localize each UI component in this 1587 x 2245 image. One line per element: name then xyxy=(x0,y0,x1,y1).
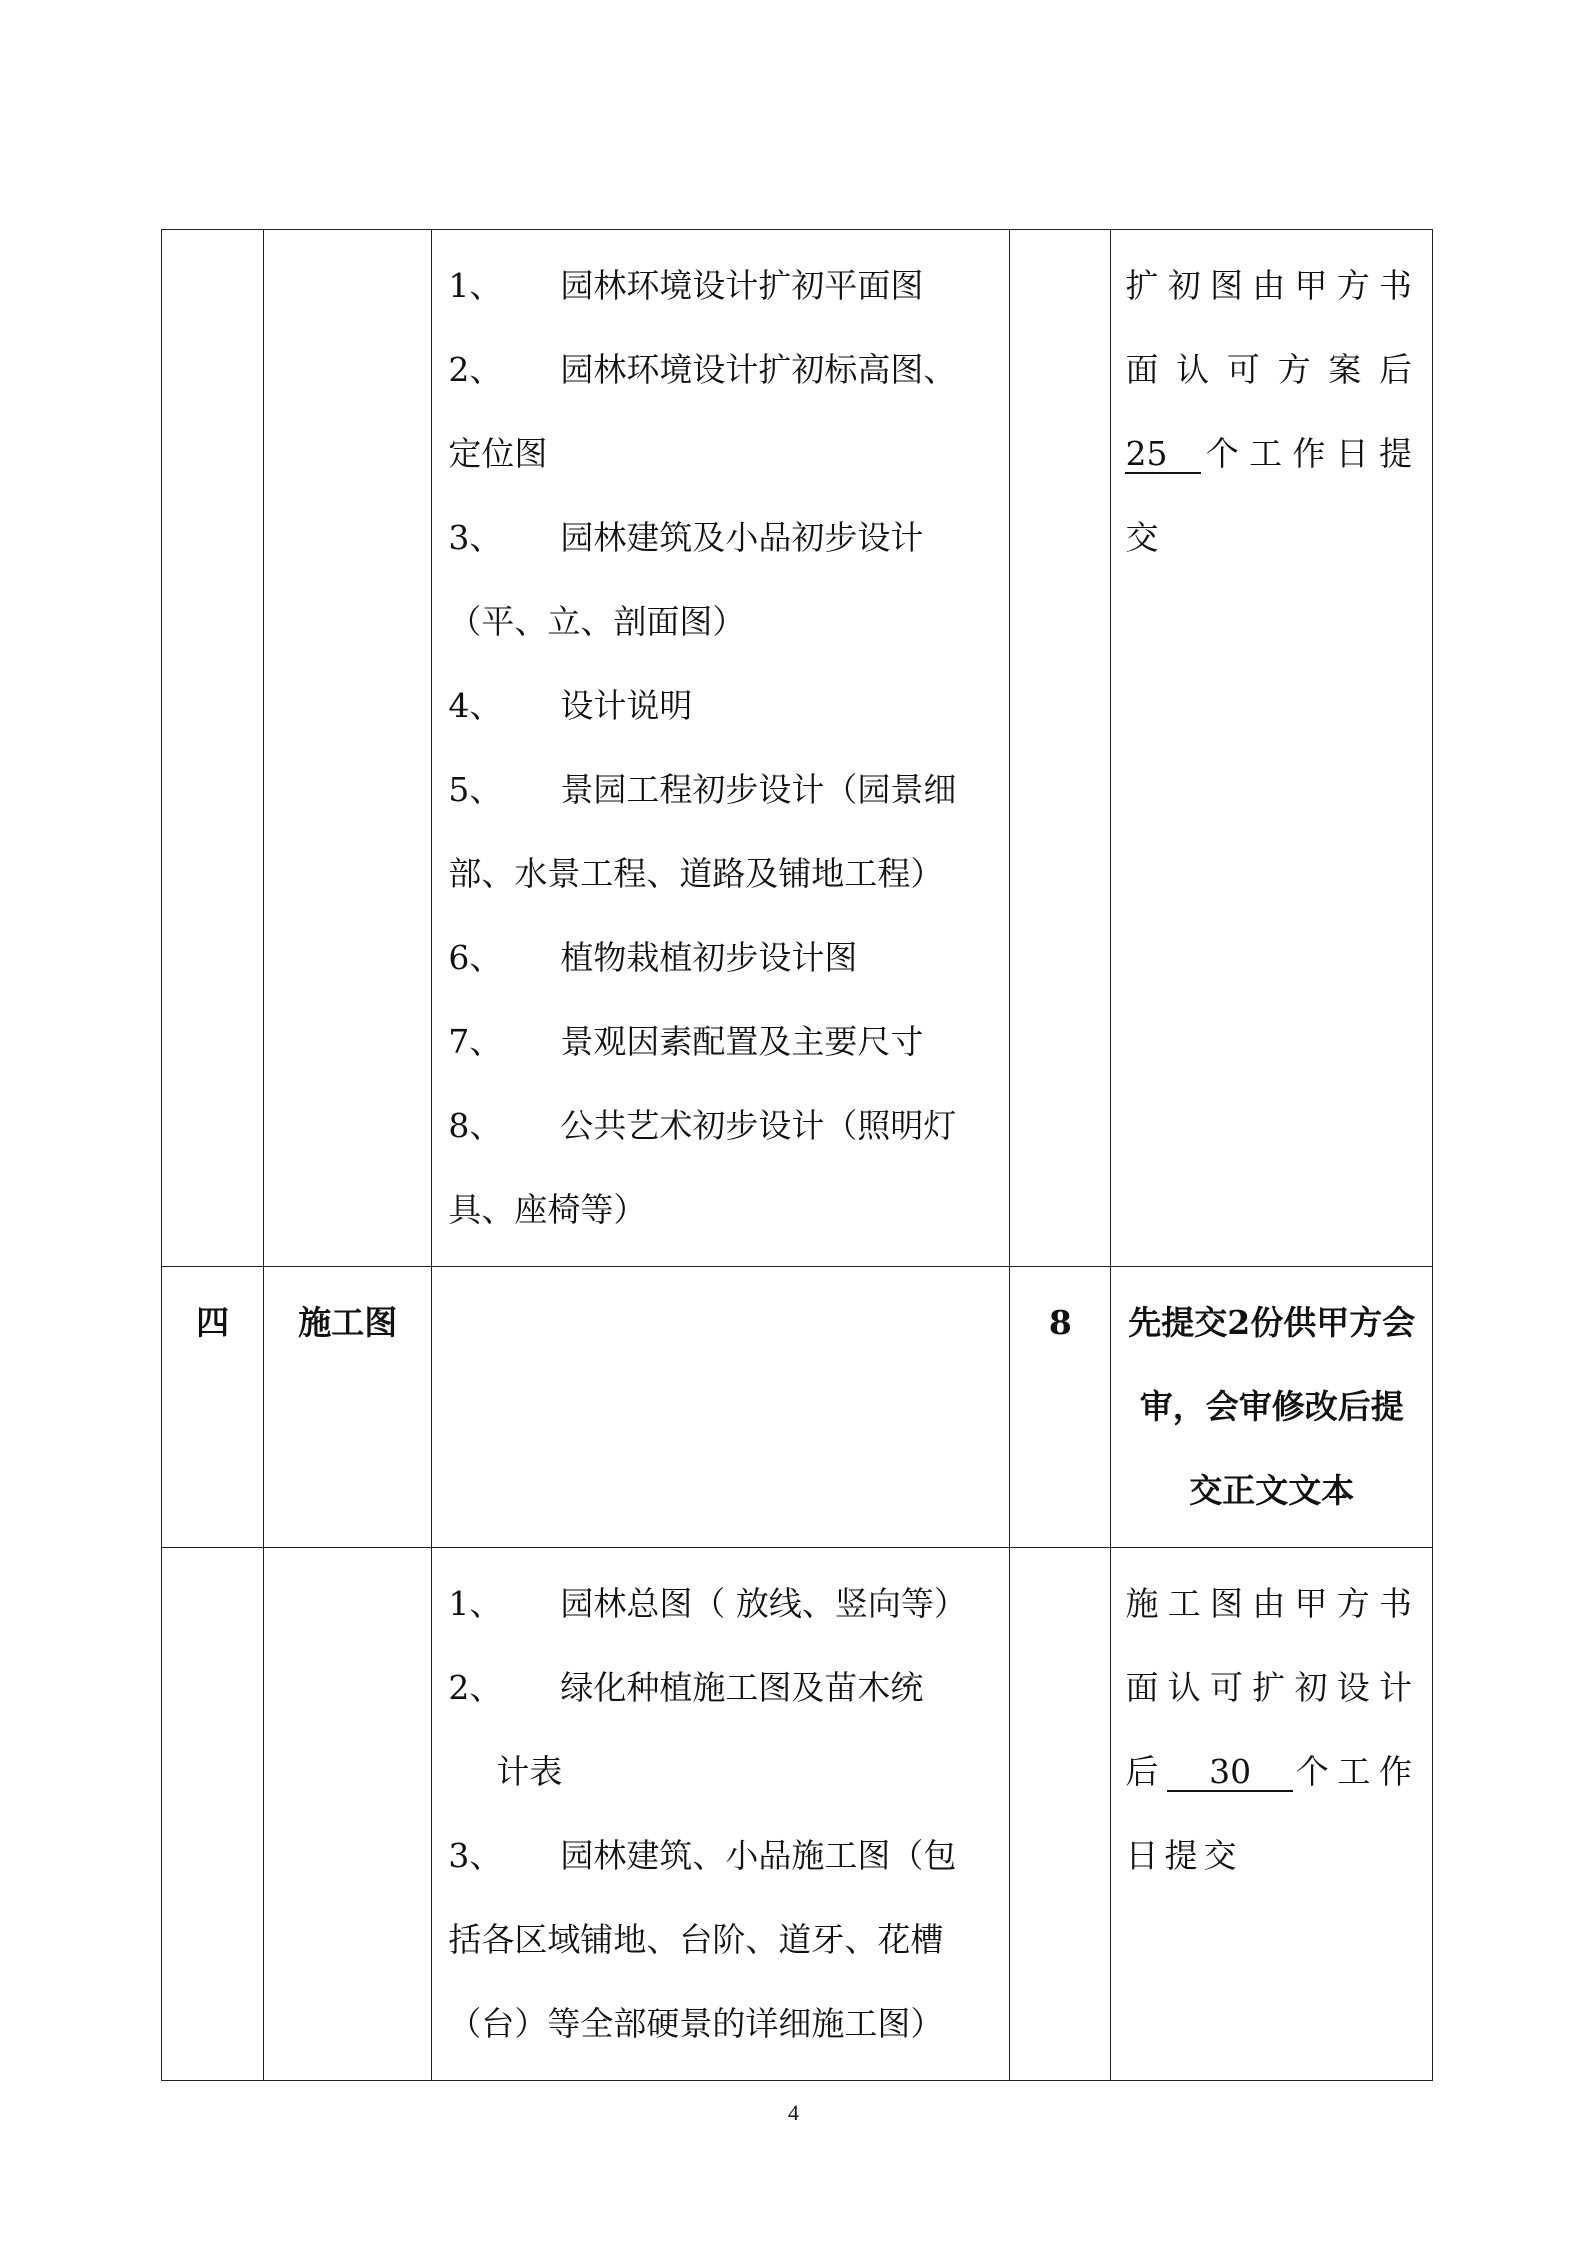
note-cell xyxy=(1111,1548,1433,2081)
list-item: 1、 园林环境设计扩初平面图 xyxy=(448,266,924,305)
list-item: 5、 景园工程初步设计（园景细 xyxy=(448,770,957,809)
row-name-cell xyxy=(264,1267,432,1548)
content-list xyxy=(432,1548,1009,2080)
count-cell xyxy=(1010,1548,1111,2081)
days-underlined: 30 xyxy=(1167,1754,1293,1792)
content-cell xyxy=(432,1267,1010,1548)
list-item: 括各区域铺地、台阶、道牙、花槽 xyxy=(448,1920,944,1959)
list-item: 部、水景工程、道路及铺地工程） xyxy=(448,854,944,893)
review-note: 先提交2份供甲方会审，会审修改后提交正文文本 xyxy=(1128,1303,1416,1510)
list-item: 3、 园林建筑、小品施工图（包 xyxy=(448,1836,957,1875)
row-index-cell xyxy=(162,1548,264,2081)
section-index: 四 xyxy=(196,1303,230,1342)
row-name-cell xyxy=(264,230,432,1267)
list-item: 2、 园林环境设计扩初标高图、 xyxy=(448,350,957,389)
section-count: 8 xyxy=(1048,1303,1072,1342)
content-cell xyxy=(432,1548,1010,2081)
page-number: 4 xyxy=(788,2100,799,2125)
list-item: （台）等全部硬景的详细施工图） xyxy=(448,2004,944,2043)
list-item: 8、 公共艺术初步设计（照明灯 xyxy=(448,1106,957,1145)
table-row-construction-drawings xyxy=(162,1267,1433,1548)
list-item: 3、 园林建筑及小品初步设计 xyxy=(448,518,924,557)
count-cell xyxy=(1010,230,1111,1267)
content-list xyxy=(432,230,1009,1266)
list-item: 定位图 xyxy=(448,434,548,473)
content-cell xyxy=(432,230,1010,1267)
list-item: 计表 xyxy=(496,1752,563,1791)
row-index-cell xyxy=(162,1267,264,1548)
row-index-cell xyxy=(162,230,264,1267)
note-cell xyxy=(1111,230,1433,1267)
row-name-cell xyxy=(264,1548,432,2081)
count-cell xyxy=(1010,1267,1111,1548)
days-underlined: 25 xyxy=(1125,436,1201,474)
deliverables-table xyxy=(161,229,1433,2081)
delivery-note: 扩初图由甲方书面认可方案后25 个工作日提交 xyxy=(1125,266,1418,557)
table-row-construction-detail xyxy=(162,1548,1433,2081)
list-item: 4、 设计说明 xyxy=(448,686,693,725)
table-row-preliminary-design xyxy=(162,230,1433,1267)
list-item: 具、座椅等） xyxy=(448,1190,647,1229)
list-item: 1、 园林总图（ 放线、竖向等） xyxy=(448,1584,967,1623)
section-name: 施工图 xyxy=(298,1303,398,1342)
list-item: 6、 植物栽植初步设计图 xyxy=(448,938,858,977)
note-cell xyxy=(1111,1267,1433,1548)
list-item: 7、 景观因素配置及主要尺寸 xyxy=(448,1022,924,1061)
delivery-note: 施工图由甲方书面认可扩初设计后 30 个工作日提交 xyxy=(1125,1584,1419,1875)
list-item: （平、立、剖面图） xyxy=(448,602,746,641)
list-item: 2、 绿化种植施工图及苗木统 xyxy=(448,1668,924,1707)
